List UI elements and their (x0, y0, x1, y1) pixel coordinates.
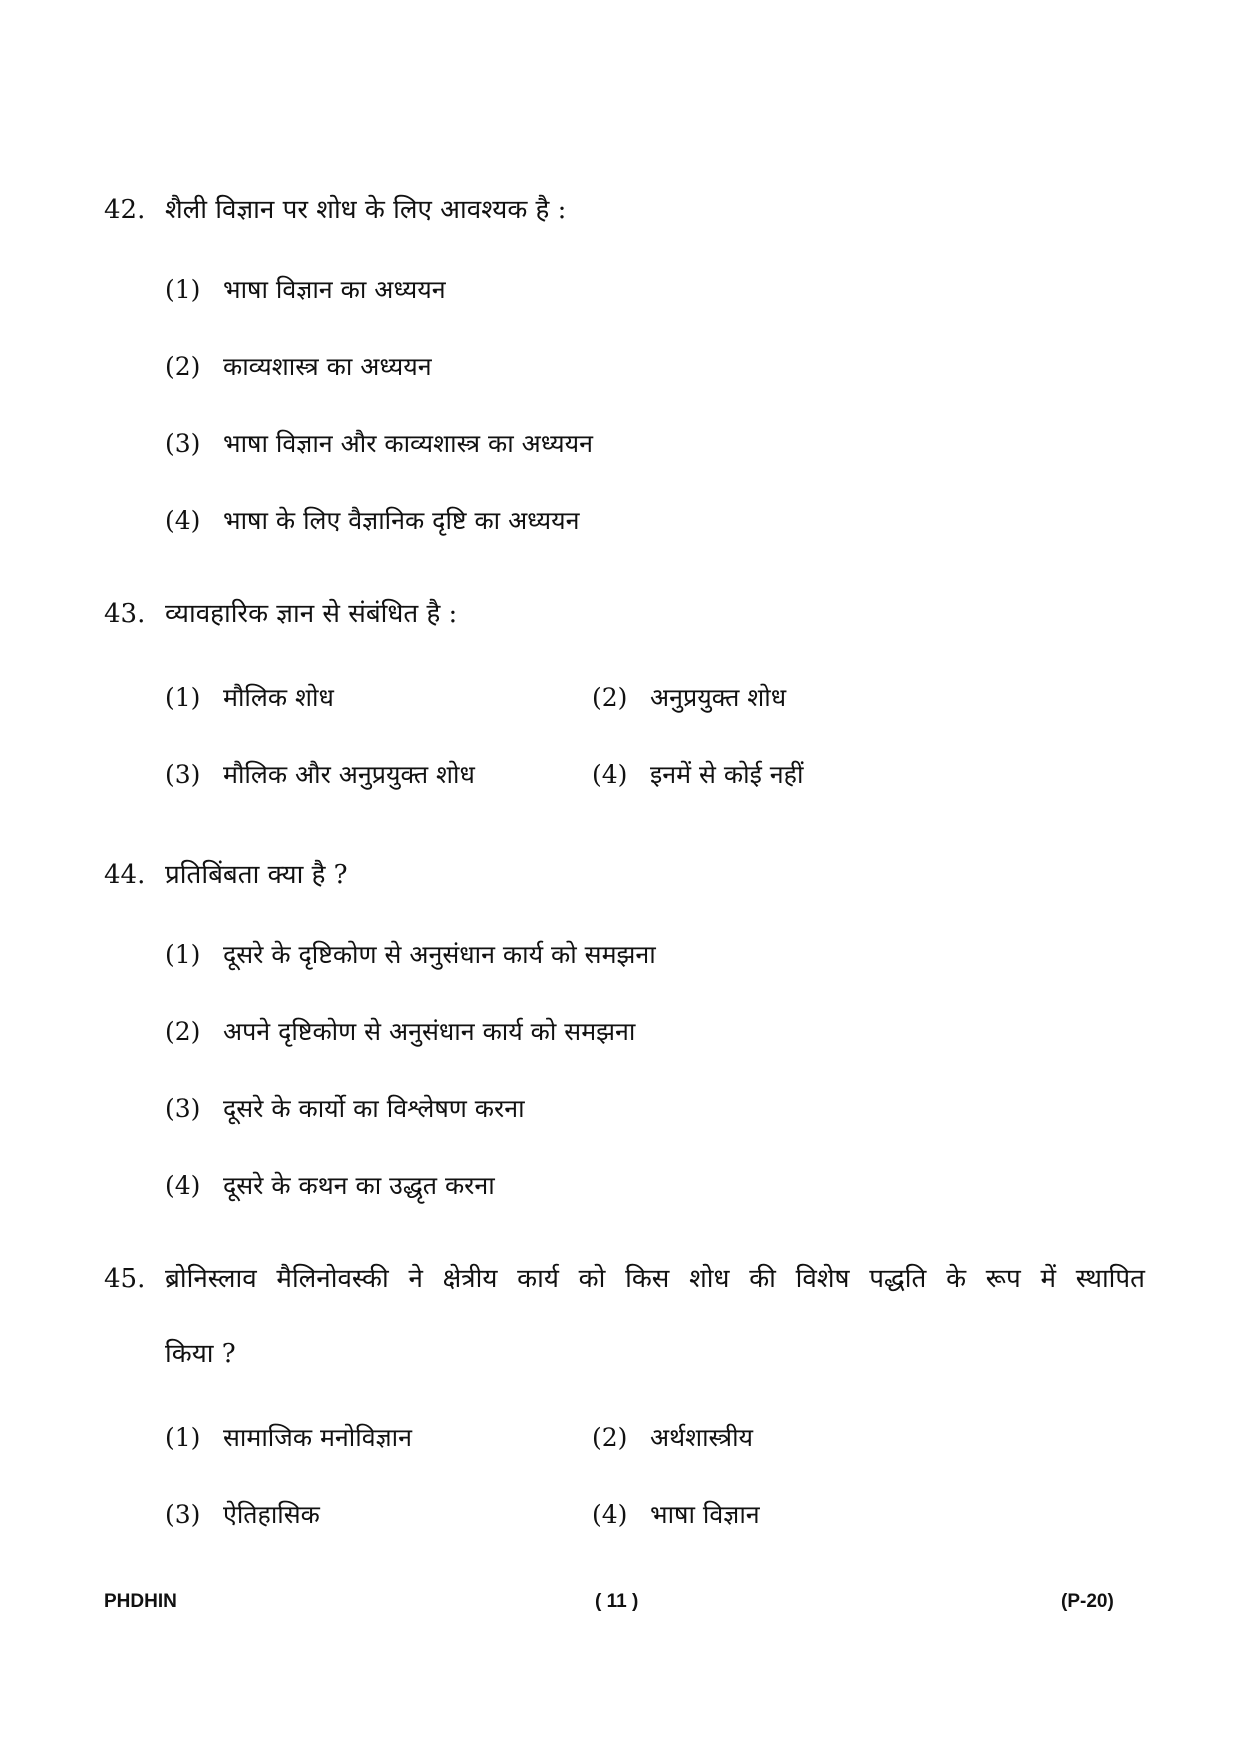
option-3 (165, 426, 593, 462)
option-number: (4) (592, 1500, 628, 1529)
option-4 (165, 503, 579, 539)
option-number: (1) (165, 683, 201, 712)
option-4 (592, 1497, 760, 1533)
option-4 (592, 757, 803, 793)
option-text: भाषा विज्ञान (650, 1500, 760, 1529)
option-number: (2) (592, 683, 628, 712)
option-text: भाषा विज्ञान का अध्ययन (223, 275, 446, 304)
option-number: (1) (165, 1423, 201, 1452)
question-text: व्यावहारिक ज्ञान से संबंधित है : (165, 599, 458, 629)
option-4 (165, 1168, 495, 1204)
option-number: (3) (165, 429, 201, 458)
footer-set-code: (P-20) (1061, 1591, 1114, 1612)
option-2 (165, 1014, 635, 1050)
question-number: 45. (104, 1264, 146, 1294)
option-text: सामाजिक मनोविज्ञान (223, 1423, 413, 1452)
option-number: (2) (165, 352, 201, 381)
question-text: ब्रोनिस्लाव मैलिनोवस्की ने क्षेत्रीय कार्य को किस शोध की विशेष पद्धति के रूप में स्थापित (165, 1264, 1145, 1294)
option-text: अपने दृष्टिकोण से अनुसंधान कार्य को समझना (223, 1017, 636, 1046)
option-1 (165, 937, 656, 973)
option-number: (4) (165, 506, 201, 535)
option-text: ऐतिहासिक (223, 1500, 320, 1529)
option-text: मौलिक शोध (223, 683, 334, 712)
option-3 (165, 1091, 525, 1127)
option-1 (165, 1420, 412, 1456)
option-text: अनुप्रयुक्त शोध (650, 683, 787, 712)
option-number: (4) (592, 760, 628, 789)
option-number: (2) (165, 1017, 201, 1046)
question-number: 42. (104, 195, 146, 225)
option-1 (165, 272, 446, 308)
option-text: इनमें से कोई नहीं (650, 760, 804, 789)
option-text: काव्यशास्त्र का अध्ययन (223, 352, 432, 381)
option-number: (3) (165, 1094, 201, 1123)
option-number: (3) (165, 760, 201, 789)
option-number: (1) (165, 275, 201, 304)
footer-page-number: ( 11 ) (595, 1591, 639, 1612)
option-text: मौलिक और अनुप्रयुक्त शोध (223, 760, 475, 789)
option-text: दूसरे के दृष्टिकोण से अनुसंधान कार्य को समझना (223, 940, 656, 969)
option-text: दूसरे के कथन का उद्धृत करना (223, 1171, 495, 1200)
question-text-continued: किया ? (165, 1339, 236, 1369)
option-2 (592, 1420, 753, 1456)
option-number: (2) (592, 1423, 628, 1452)
option-text: भाषा के लिए वैज्ञानिक दृष्टि का अध्ययन (223, 506, 580, 535)
question-number: 44. (104, 860, 146, 890)
option-1 (165, 680, 334, 716)
option-text: भाषा विज्ञान और काव्यशास्त्र का अध्ययन (223, 429, 594, 458)
option-number: (4) (165, 1171, 201, 1200)
option-text: दूसरे के कार्यो का विश्लेषण करना (223, 1094, 525, 1123)
option-number: (3) (165, 1500, 201, 1529)
option-2 (165, 349, 432, 385)
option-number: (1) (165, 940, 201, 969)
question-text: शैली विज्ञान पर शोध के लिए आवश्यक है : (165, 195, 567, 225)
question-text: प्रतिबिंबता क्या है ? (165, 860, 348, 890)
footer-paper-code: PHDHIN (104, 1591, 177, 1612)
option-text: अर्थशास्त्रीय (650, 1423, 754, 1452)
option-2 (592, 680, 786, 716)
option-3 (165, 757, 475, 793)
option-3 (165, 1497, 320, 1533)
question-number: 43. (104, 599, 146, 629)
